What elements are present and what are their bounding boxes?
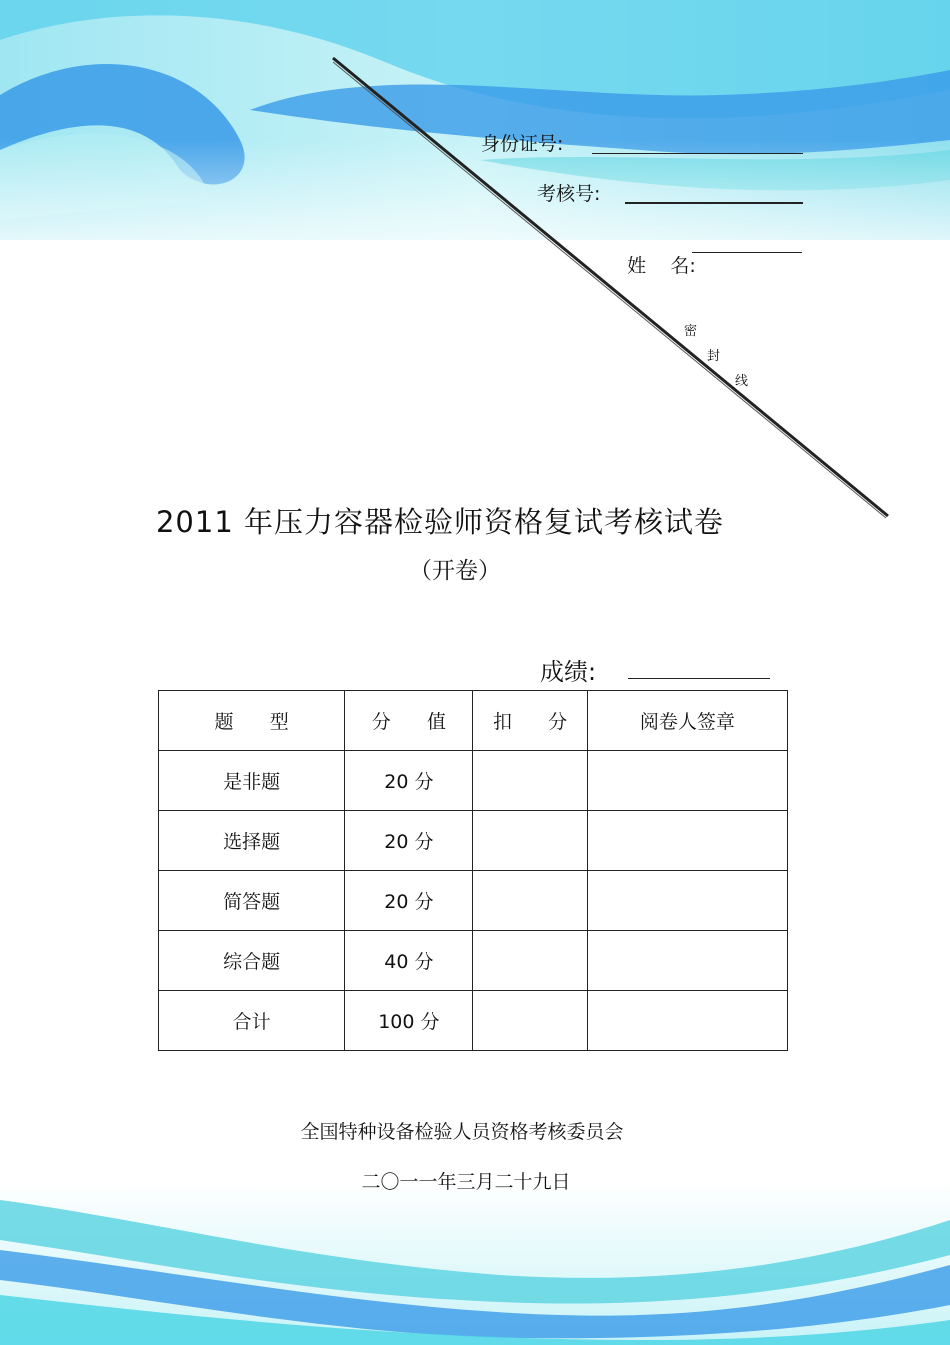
name-input-line[interactable]	[692, 252, 802, 253]
header-grader-signature: 阅卷人签章	[587, 691, 787, 751]
table-row	[159, 931, 788, 991]
table-row	[159, 811, 788, 871]
score-label: 成绩:	[540, 658, 597, 686]
exam-title: 2011 年压力容器检验师资格复试考核试卷	[155, 505, 725, 539]
row-value: 20 分	[345, 871, 473, 931]
name-field	[603, 229, 696, 300]
issue-date: 二〇一一年三月二十九日	[361, 1171, 571, 1193]
id-number-input-line[interactable]	[592, 153, 803, 154]
row-value: 40 分	[345, 931, 473, 991]
row-type: 简答题	[159, 871, 345, 931]
row-signature-cell[interactable]	[587, 931, 787, 991]
row-type: 综合题	[159, 931, 345, 991]
header-type: 题 型	[159, 691, 345, 751]
row-deduction-cell[interactable]	[473, 871, 587, 931]
table-row	[159, 991, 788, 1051]
row-deduction-cell[interactable]	[473, 991, 587, 1051]
id-number-label: 身份证号:	[481, 133, 564, 155]
row-value: 20 分	[345, 811, 473, 871]
row-value: 20 分	[345, 751, 473, 811]
exam-number-label: 考核号:	[537, 183, 601, 205]
seal-char-1: 密	[684, 324, 698, 339]
exam-subtitle: （开卷）	[409, 558, 501, 584]
row-signature-cell[interactable]	[587, 871, 787, 931]
seal-char-2: 封	[707, 349, 721, 364]
seal-char-3: 线	[735, 374, 749, 389]
score-input-line[interactable]	[628, 678, 770, 679]
table-row	[159, 871, 788, 931]
score-table	[158, 690, 788, 1051]
bottom-wave-decoration	[0, 1180, 950, 1345]
header-value: 分 值	[345, 691, 473, 751]
row-signature-cell[interactable]	[587, 751, 787, 811]
table-header-row	[159, 691, 788, 751]
row-type: 合计	[159, 991, 345, 1051]
header-deduction: 扣 分	[473, 691, 587, 751]
exam-number-input-line[interactable]	[625, 202, 803, 204]
exam-number-field	[537, 179, 600, 206]
row-deduction-cell[interactable]	[473, 931, 587, 991]
seal-diagonal-line	[0, 0, 950, 560]
id-number-field	[481, 129, 563, 156]
row-type: 是非题	[159, 751, 345, 811]
table-row	[159, 751, 788, 811]
row-value: 100 分	[345, 991, 473, 1051]
row-signature-cell[interactable]	[587, 991, 787, 1051]
name-label: 姓 名:	[627, 255, 696, 277]
issuing-organization: 全国特种设备检验人员资格考核委员会	[300, 1121, 624, 1143]
row-type: 选择题	[159, 811, 345, 871]
row-deduction-cell[interactable]	[473, 751, 587, 811]
row-signature-cell[interactable]	[587, 811, 787, 871]
row-deduction-cell[interactable]	[473, 811, 587, 871]
